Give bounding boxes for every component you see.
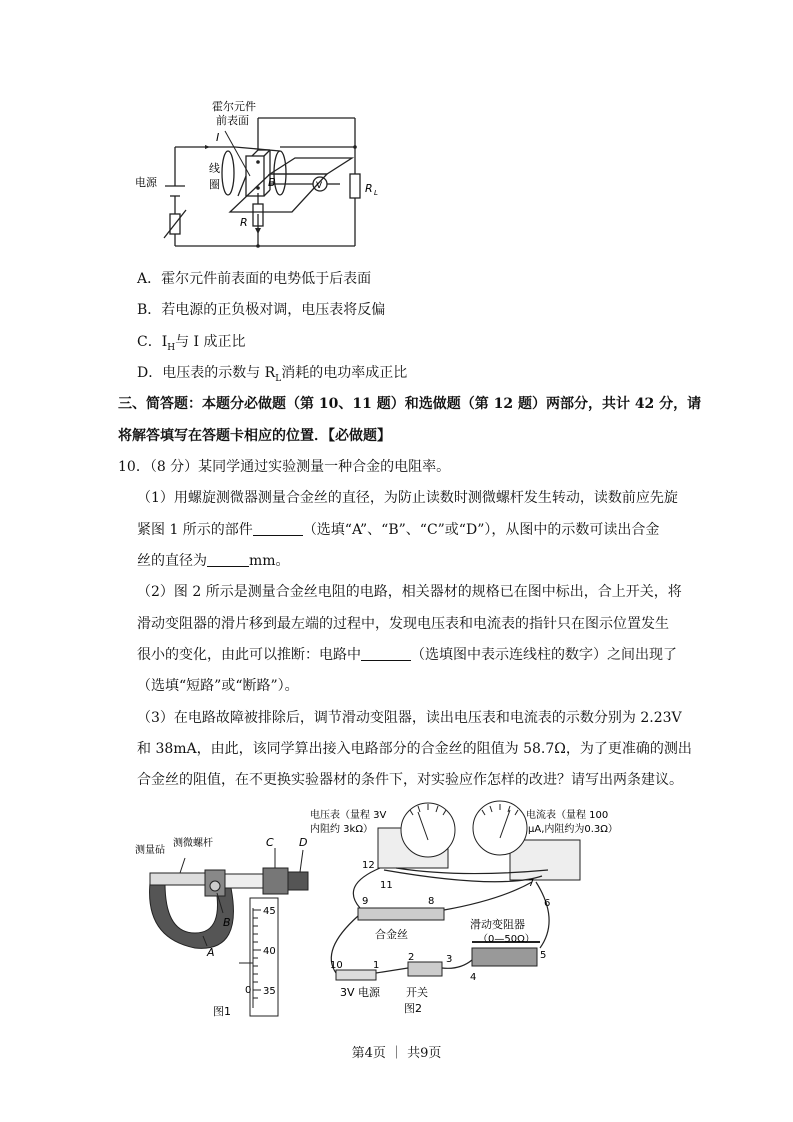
option-c-pre: C．I — [137, 334, 168, 350]
option-b: B．若电源的正负极对调，电压表将反偏 — [137, 302, 386, 318]
hall-label-rl: R — [365, 182, 373, 195]
terminal-5: 5 — [540, 950, 547, 961]
q10-p3-line3: 合金丝的阻值，在不更换实验器材的条件下，对实验应作怎样的改进？请写出两条建议。 — [137, 772, 683, 788]
terminal-10: 10 — [330, 960, 343, 971]
answer-blank-diameter[interactable] — [207, 552, 249, 567]
micrometer-label-c: C — [266, 836, 274, 849]
hall-label-front: 霍尔元件 — [212, 100, 256, 113]
micrometer-label-a: A — [207, 946, 215, 959]
q10-p1-line2-b: （选填“A”、“B”、“C”或“D”），从图中的示数可读出合金 — [302, 522, 660, 538]
section-heading-line1: 三、简答题：本题分必做题（第 10、11 题）和选做题（第 12 题）两部分，共计 42 分，请 — [118, 396, 702, 412]
scale-40: 40 — [263, 946, 276, 957]
terminal-11: 11 — [380, 880, 393, 891]
q10-p3-line2: 和 38mA，由此，该同学算出接入电路部分的合金丝的阻值为 58.7Ω，为了更准确的测出 — [137, 741, 692, 757]
option-c-post: 与 I 成正比 — [175, 334, 246, 350]
figure-2-caption: 图2 — [404, 1002, 422, 1015]
option-d — [137, 363, 407, 389]
micrometer-label-b: B — [223, 916, 231, 929]
scale-45: 45 — [263, 906, 276, 917]
figure-1-caption: 图1 — [213, 1005, 231, 1018]
answer-blank-terminals[interactable] — [361, 646, 411, 661]
hall-label-rl-sub: L — [374, 189, 378, 197]
micrometer-label-d: D — [299, 836, 308, 849]
rheostat-label-line1: 滑动变阻器 — [470, 918, 525, 931]
q10-p2-line3-a: 很小的变化，由此可以推断：电路中 — [137, 647, 361, 663]
hall-label-coil2: 圈 — [209, 178, 220, 191]
micrometer-label-spindle: 测微螺杆 — [173, 838, 213, 849]
terminal-1: 1 — [373, 960, 380, 971]
micrometer-label-anvil: 测量砧 — [135, 845, 165, 856]
terminal-6: 6 — [544, 898, 551, 909]
ammeter-label-line2: μA,内阻约为0.3Ω） — [528, 824, 618, 835]
option-c — [137, 332, 246, 358]
q10-title: 10．（8 分）某同学通过实验测量一种合金的电阻率。 — [118, 459, 451, 475]
terminal-2: 2 — [408, 952, 415, 963]
voltmeter-label-line1: 电压表（量程 3V — [310, 810, 387, 821]
hall-circuit-svg — [130, 96, 400, 256]
source-label: 3V 电源 — [340, 986, 381, 999]
alloy-label: 合金丝 — [375, 928, 408, 941]
ammeter-label-line1: 电流表（量程 100 — [526, 810, 609, 821]
q10-p2-line3 — [137, 645, 677, 665]
terminal-12: 12 — [362, 860, 375, 871]
scale-0: 0 — [245, 985, 252, 996]
q10-p1-line2-a: 紧图 1 所示的部件 — [137, 522, 253, 538]
circuit-svg — [300, 790, 640, 1030]
switch-label: 开关 — [406, 986, 428, 999]
option-d-sub: L — [275, 373, 282, 384]
scale-35: 35 — [263, 986, 276, 997]
hall-label-coil: 线 — [209, 162, 220, 175]
q10-p3-line1: （3）在电路故障被排除后，调节滑动变阻器，读出电压表和电流表的示数分别为 2.23V — [137, 710, 682, 726]
q10-p2-line1: （2）图 2 所示是测量合金丝电阻的电路，相关器材的规格已在图中标出，合上开关，将 — [137, 584, 682, 600]
hall-label-r: R — [240, 216, 248, 229]
hall-label-front2: 前表面 — [216, 114, 249, 127]
terminal-9: 9 — [362, 896, 369, 907]
terminal-3: 3 — [446, 954, 453, 965]
rheostat-label-line2: （0—50Ω） — [478, 934, 535, 945]
q10-p1-line3-a: 丝的直径为 — [137, 553, 207, 569]
section-heading-line2: 将解答填写在答题卡相应的位置．【必做题】 — [118, 428, 391, 444]
q10-p1-line2 — [137, 520, 659, 540]
hall-label-b: B — [268, 176, 276, 189]
hall-circuit-figure — [130, 96, 400, 256]
terminal-7: 7 — [528, 878, 535, 889]
option-d-pre: D．电压表的示数与 R — [137, 365, 276, 381]
terminal-8: 8 — [428, 896, 435, 907]
figure-2-circuit — [300, 790, 640, 1030]
hall-label-source: 电源 — [135, 176, 157, 189]
terminal-4: 4 — [470, 972, 477, 983]
option-c-sub: H — [167, 342, 176, 353]
page-footer: 第4页 ｜ 共9页 — [351, 1046, 442, 1061]
q10-p2-line4: （选填“短路”或“断路”）。 — [137, 678, 299, 694]
q10-p2-line2: 滑动变阻器的滑片移到最左端的过程中，发现电压表和电流表的指针只在图示位置发生 — [137, 616, 669, 632]
q10-p1-line1: （1）用螺旋测微器测量合金丝的直径，为防止读数时测微螺杆发生转动，读数前应先旋 — [137, 490, 678, 506]
answer-blank-part[interactable] — [253, 521, 303, 536]
q10-p1-line3-b: mm。 — [249, 553, 290, 569]
voltmeter-label-line2: 内阻约 3kΩ） — [310, 824, 373, 835]
option-d-post: 消耗的电功率成正比 — [281, 365, 408, 381]
q10-p1-line3 — [137, 551, 290, 571]
hall-label-v: V — [316, 181, 323, 191]
q10-p2-line3-b: （选填图中表示连线柱的数字）之间出现了 — [411, 647, 677, 663]
hall-label-current: I — [216, 131, 220, 144]
option-a: A．霍尔元件前表面的电势低于后表面 — [137, 271, 372, 287]
